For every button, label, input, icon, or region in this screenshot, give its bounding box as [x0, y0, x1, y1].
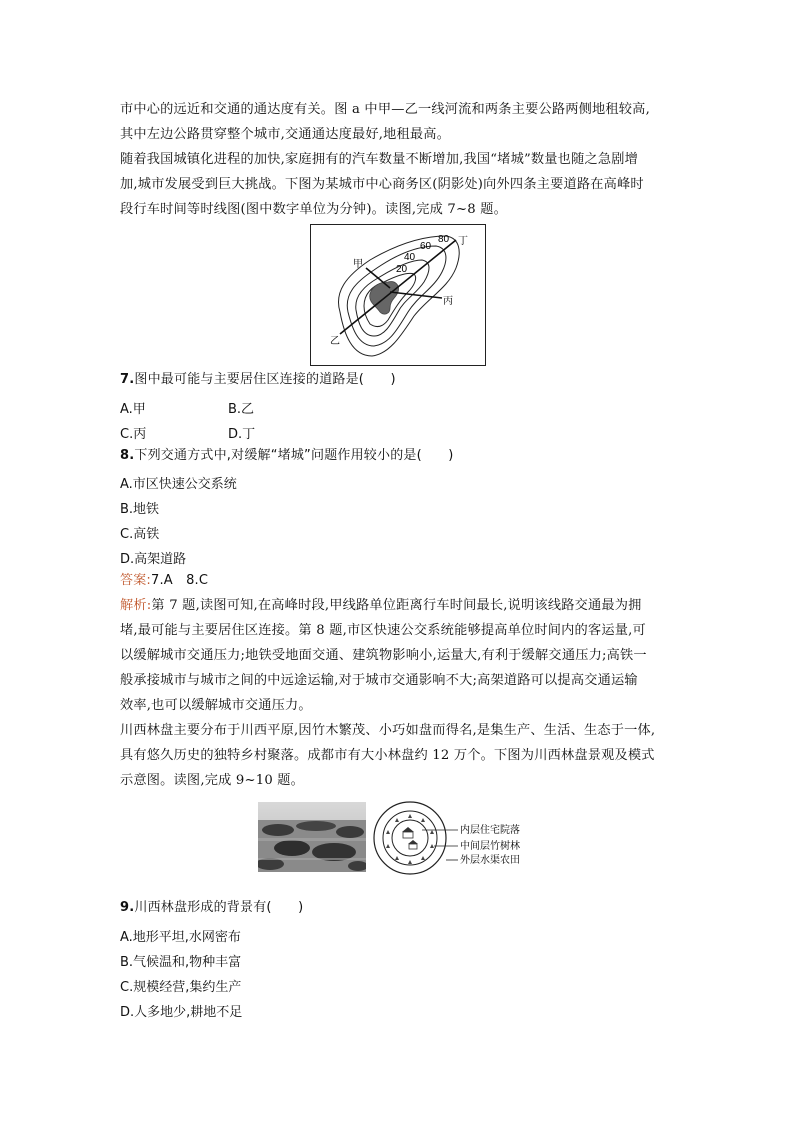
intro2-line-3: 示意图。读图,完成 9~10 题。: [120, 773, 305, 788]
road-label-bing: 丙: [443, 296, 453, 307]
analysis-line-2: 堵,最可能与主要居住区连接。第 8 题,市区快速公交系统能够提高单位时间内的客运量,可: [120, 623, 646, 638]
question-9-stem: 川西林盘形成的背景有( ): [134, 900, 304, 915]
contour-label-40: 40: [404, 252, 416, 263]
linpan-landscape-photo: [258, 802, 366, 872]
analysis-line-5: 效率,也可以缓解城市交通压力。: [120, 698, 312, 713]
question-8-number: 8.: [120, 448, 135, 463]
intro-line-5: 段行车时间等时线图(图中数字单位为分钟)。读图,完成 7~8 题。: [120, 202, 507, 217]
q8-option-b: B.地铁: [120, 502, 160, 517]
linpan-model-diagram: [372, 800, 542, 876]
question-9: [120, 900, 680, 916]
q7-option-d: D.丁: [228, 427, 256, 442]
intro2-line-2: 具有悠久历史的独特乡村聚落。成都市有大小林盘约 12 万个。下图为川西林盘景观及模式: [120, 748, 655, 763]
q8-option-d: D.高架道路: [120, 552, 187, 567]
analysis-line-3: 以缓解城市交通压力;地铁受地面交通、建筑物影响小,运量大,有利于缓解交通压力;高铁一: [120, 648, 647, 663]
question-7-number: 7.: [120, 372, 135, 387]
label-outer-layer: 外层水渠农田: [460, 855, 520, 866]
q9-option-b: B.气候温和,物种丰富: [120, 955, 242, 970]
q7-option-b: B.乙: [228, 402, 255, 417]
q8-option-c: C.高铁: [120, 527, 160, 542]
question-7-stem: 图中最可能与主要居住区连接的道路是( ): [134, 372, 396, 387]
question-8: [120, 448, 680, 464]
question-9-number: 9.: [120, 900, 135, 915]
analysis-text-1: 第 7 题,读图可知,在高峰时段,甲线路单位距离行车时间最长,说明该线路交通最为拥: [151, 598, 642, 613]
question-7: [120, 372, 680, 388]
road-label-jia: 甲: [353, 259, 363, 270]
question-8-stem: 下列交通方式中,对缓解“堵城”问题作用较小的是( ): [134, 448, 454, 463]
contour-label-60: 60: [420, 241, 432, 252]
isochrone-map-figure: [310, 224, 486, 366]
answer-label: 答案:: [120, 573, 151, 588]
intro-line-3: 随着我国城镇化进程的加快,家庭拥有的汽车数量不断增加,我国“堵城”数量也随之急剧增: [120, 152, 639, 167]
intro-line-4: 加,城市发展受到巨大挑战。下图为某城市中心商务区(阴影处)向外四条主要道路在高峰时: [120, 177, 644, 192]
label-inner-layer: 内层住宅院落: [460, 825, 520, 836]
intro2-line-1: 川西林盘主要分布于川西平原,因竹木繁茂、小巧如盘而得名,是集生产、生活、生态于一体,: [120, 723, 656, 738]
q7-option-a: A.甲: [120, 402, 146, 417]
q8-option-a: A.市区快速公交系统: [120, 477, 237, 492]
contour-label-80: 80: [438, 234, 450, 245]
answer-line: [120, 573, 680, 589]
q9-option-d: D.人多地少,耕地不足: [120, 1005, 243, 1020]
road-label-yi: 乙: [330, 336, 340, 347]
intro-line-2: 其中左边公路贯穿整个城市,交通通达度最好,地租最高。: [120, 127, 451, 142]
analysis-line-4: 般承接城市与城市之间的中远途运输,对于城市交通影响不大;高架道路可以提高交通运输: [120, 673, 638, 688]
analysis-label: 解析:: [120, 598, 152, 613]
q7-option-c: C.丙: [120, 427, 147, 442]
label-middle-layer: 中间层竹树林: [460, 841, 520, 852]
q9-option-c: C.规模经营,集约生产: [120, 980, 242, 995]
answer-text: 7.A 8.C: [150, 573, 209, 588]
analysis-line-1: [120, 598, 680, 614]
contour-label-20: 20: [396, 264, 408, 275]
intro-line-1: 市中心的远近和交通的通达度有关。图 a 中甲—乙一线河流和两条主要公路两侧地租较高,: [120, 102, 650, 117]
road-label-ding: 丁: [458, 236, 468, 247]
q9-option-a: A.地形平坦,水网密布: [120, 930, 241, 945]
